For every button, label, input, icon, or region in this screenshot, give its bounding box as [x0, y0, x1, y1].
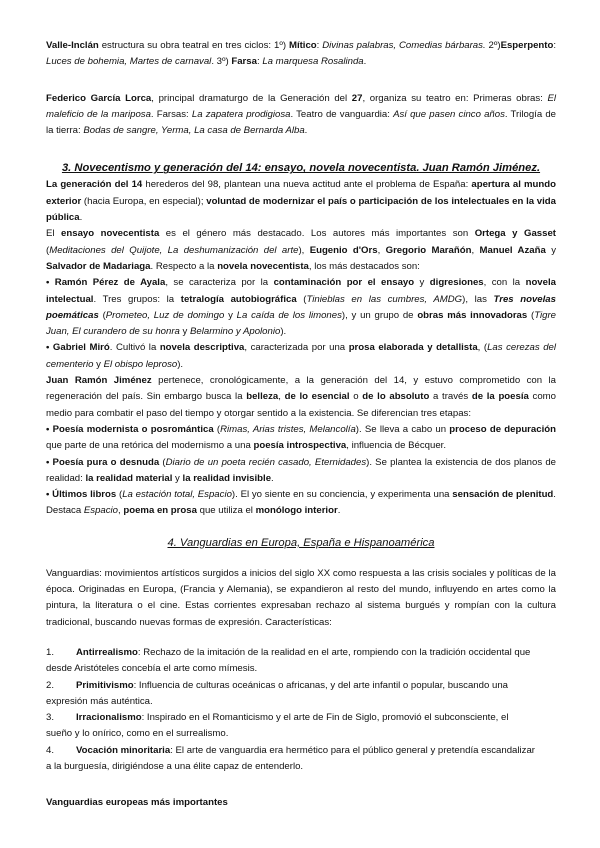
section-4-heading: 4. Vanguardias en Europa, España e Hispanoamérica	[167, 536, 435, 549]
paragraph-juan-ramon-jimenez: Juan Ramón Jiménez pertenece, cronológicamente, a la generación del 14, y estuvo comprometido con la regeneración del país. Sin embargo busca la belleza, de lo esencial o de lo absoluto a través de la poesía como medio para combatir el paso del tiempo y otorgar sentido a la existencia. Se diferencian tres etapas:	[46, 375, 556, 419]
list-number: 1.	[46, 646, 55, 658]
list-term: Irracionalismo	[76, 712, 142, 724]
subheading-vanguardias-europeas: Vanguardias europeas más importantes	[46, 797, 228, 809]
bullet-gabriel-miro: • Gabriel Miró. Cultivó la novela descriptiva, caracterizada por una prosa elaborada y detallista, (Las cerezas del cementerio y El obispo leproso).	[46, 342, 557, 370]
bullet-etapa-ultimos-libros: • Últimos libros (La estación total, Espacio). El yo siente en su conciencia, y experimenta una sensación de plenitud. Destaca Espacio, poema en prosa que utiliza el monólogo interior.	[46, 489, 556, 517]
paragraph-ensayo-novecentista: El ensayo novecentista es el género más destacado. Los autores más importantes son Ortega y Gasset (Meditaciones del Quijote, La deshumanización del arte), Eugenio d'Ors, Gregorio Marañón, Manuel Azaña y Salvador de Madariaga. Respecto a la novela novecentista, los más destacados son:	[46, 228, 556, 272]
list-number: 2.	[46, 679, 55, 691]
bullet-etapa-poesia-pura: • Poesía pura o desnuda (Diario de un poeta recién casado, Eternidades). Se plantea la existencia de dos planos de realidad: la realidad material y la realidad invisible.	[46, 456, 556, 484]
author-name: Valle-Inclán	[46, 40, 99, 51]
author-name: Federico García Lorca	[46, 92, 152, 104]
list-item: 3. Irracionalismo: Inspirado en el Romanticismo y el arte de Fin de Siglo, promovió el subconsciente, el sueño y lo onírico, como en el surrealismo.	[46, 712, 509, 740]
paragraph-generacion-14: La generación del 14 herederos del 98, plantean una nueva actitud ante el problema de España: apertura al mundo exterior (hacia Europa, en especial); voluntad de modernizar el país o participación de los intelectuales en la vida pública.	[46, 179, 556, 224]
paragraph-garcia-lorca: Federico García Lorca, principal dramaturgo de la Generación del 27, organiza su teatro en: Primeras obras: El maleficio de la mariposa. Farsas: La zapatera prodigiosa. Teatro de vanguardia: Así que pasen cinco años. Trilogía de la tierra: Bodas de sangre, Yerma, La casa de Bernarda Alba.	[46, 92, 557, 137]
list-number: 3.	[46, 712, 55, 724]
list-term: Primitivismo	[76, 679, 134, 691]
bullet-perez-de-ayala: • Ramón Pérez de Ayala, se caracteriza por la contaminación por el ensayo y digresiones, con la novela intelectual. Tres grupos: la tetralogía autobiográfica (Tinieblas en las cumbres, AMDG), las Tres novelas poemáticas (Prometeo, Luz de domingo y La caída de los limones), y un grupo de obras más innovadoras (Tigre Juan, El curandero de su honra y Belarmino y Apolonio).	[46, 277, 556, 338]
paragraph-vanguardias-intro: Vanguardias: movimientos artísticos surgidos a inicios del siglo XX como respuesta a las crisis sociales y políticas de la época. Originadas en Europa, (Francia y Alemania), se expandieron al resto del mundo, influyendo en artes como la pintura, la literatura o el cine. Estas corrientes expresaban rechazo al sistema burgués y rompían con la cultura tradicional, buscando nuevas formas de expresión. Características:	[46, 567, 556, 628]
caracteristicas-list	[46, 645, 556, 775]
list-term: Vocación minoritaria	[76, 744, 171, 756]
paragraph-valle-inclan: Valle-Inclán estructura su obra teatral en tres ciclos: 1º) Mítico: Divinas palabras, Comedias bárbaras. 2º)Esperpento: Luces de bohemia, Martes de carnaval. 3º) Farsa: La marquesa Rosalinda.	[46, 40, 557, 68]
list-item: 2. Primitivismo: Influencia de culturas oceánicas o africanas, y del arte infantil o popular, buscando una expresión más auténtica.	[46, 679, 508, 707]
list-item: 4. Vocación minoritaria: El arte de vanguardia era hermético para el público general y pretendía escandalizar a la burguesía, dirigiéndose a una élite capaz de entenderlo.	[46, 744, 535, 772]
list-term: Antirrealismo	[76, 646, 138, 658]
section-3-heading: 3. Novecentismo y generación del 14: ensayo, novela novecentista. Juan Ramón Jiménez.	[61, 162, 541, 175]
list-number: 4.	[46, 744, 55, 756]
list-item: 1. Antirrealismo: Rechazo de la imitación de la realidad en el arte, rompiendo con la tradición occidental que desde Aristóteles concebía el arte como mímesis.	[46, 646, 531, 675]
bullet-etapa-modernista: • Poesía modernista o posromántica (Rimas, Arias tristes, Melancolía). Se lleva a cabo un proceso de depuración que parte de una retórica del modernismo a una poesía introspectiva, influencia de Bécquer.	[46, 423, 556, 452]
